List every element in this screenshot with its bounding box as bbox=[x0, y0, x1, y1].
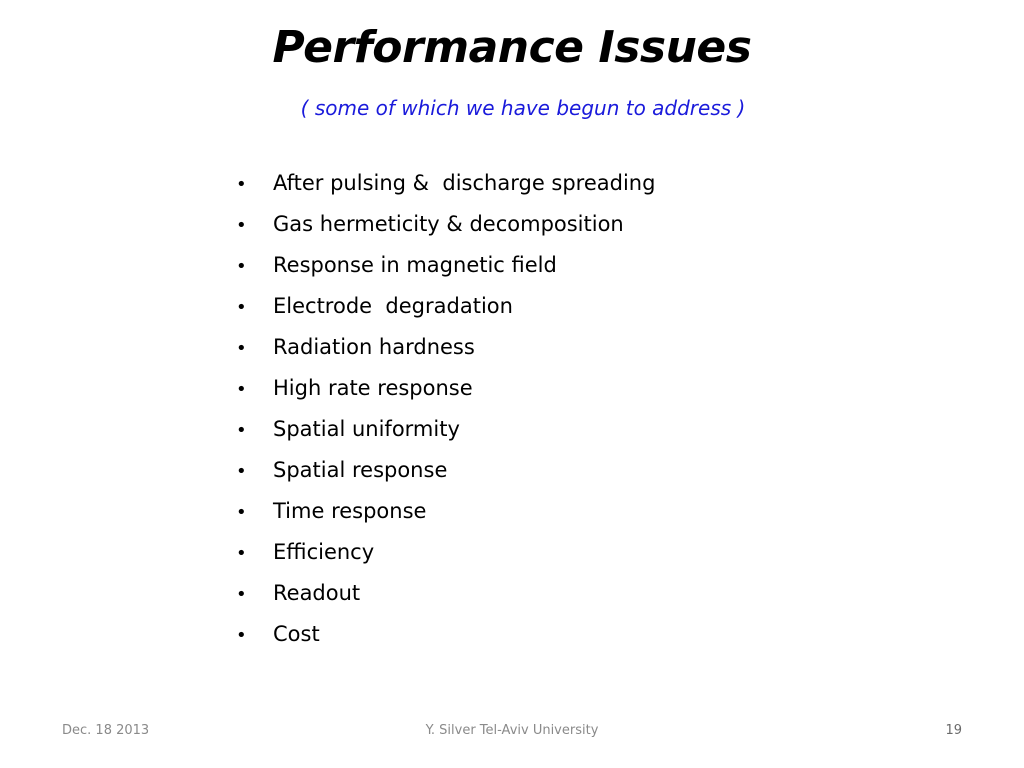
bullet-icon: • bbox=[236, 625, 247, 646]
bullet-icon: • bbox=[236, 461, 247, 482]
page-number: 19 bbox=[945, 723, 962, 738]
list-item bbox=[236, 376, 655, 417]
list-item bbox=[236, 417, 655, 458]
list-item bbox=[236, 540, 655, 581]
bullet-text: Gas hermeticity & decomposition bbox=[273, 212, 624, 236]
bullet-text: Radiation hardness bbox=[273, 335, 475, 359]
list-item bbox=[236, 581, 655, 622]
footer-author: Y. Silver Tel-Aviv University bbox=[425, 723, 599, 738]
bullet-text: Electrode degradation bbox=[273, 294, 513, 318]
bullet-text: After pulsing & discharge spreading bbox=[273, 171, 656, 195]
list-item bbox=[236, 212, 655, 253]
bullet-icon: • bbox=[236, 543, 247, 564]
list-item bbox=[236, 335, 655, 376]
list-item bbox=[236, 171, 655, 212]
bullet-icon: • bbox=[236, 297, 247, 318]
bullet-icon: • bbox=[236, 379, 247, 400]
bullet-text: High rate response bbox=[273, 376, 473, 400]
bullet-icon: • bbox=[236, 174, 247, 195]
bullet-list bbox=[236, 171, 655, 663]
slide-title: Performance Issues bbox=[272, 22, 752, 73]
bullet-icon: • bbox=[236, 420, 247, 441]
bullet-icon: • bbox=[236, 338, 247, 359]
bullet-text: Cost bbox=[273, 622, 320, 646]
bullet-icon: • bbox=[236, 215, 247, 236]
list-item bbox=[236, 458, 655, 499]
list-item bbox=[236, 622, 655, 663]
list-item bbox=[236, 253, 655, 294]
list-item bbox=[236, 294, 655, 335]
bullet-text: Time response bbox=[273, 499, 427, 523]
bullet-icon: • bbox=[236, 502, 247, 523]
bullet-text: Spatial response bbox=[273, 458, 448, 482]
footer-date: Dec. 18 2013 bbox=[62, 723, 150, 738]
bullet-text: Spatial uniformity bbox=[273, 417, 460, 441]
bullet-icon: • bbox=[236, 256, 247, 277]
bullet-text: Efficiency bbox=[273, 540, 375, 564]
slide-subtitle: ( some of which we have begun to address ) bbox=[300, 96, 746, 120]
bullet-text: Response in magnetic field bbox=[273, 253, 557, 277]
bullet-text: Readout bbox=[273, 581, 361, 605]
list-item bbox=[236, 499, 655, 540]
bullet-icon: • bbox=[236, 584, 247, 605]
